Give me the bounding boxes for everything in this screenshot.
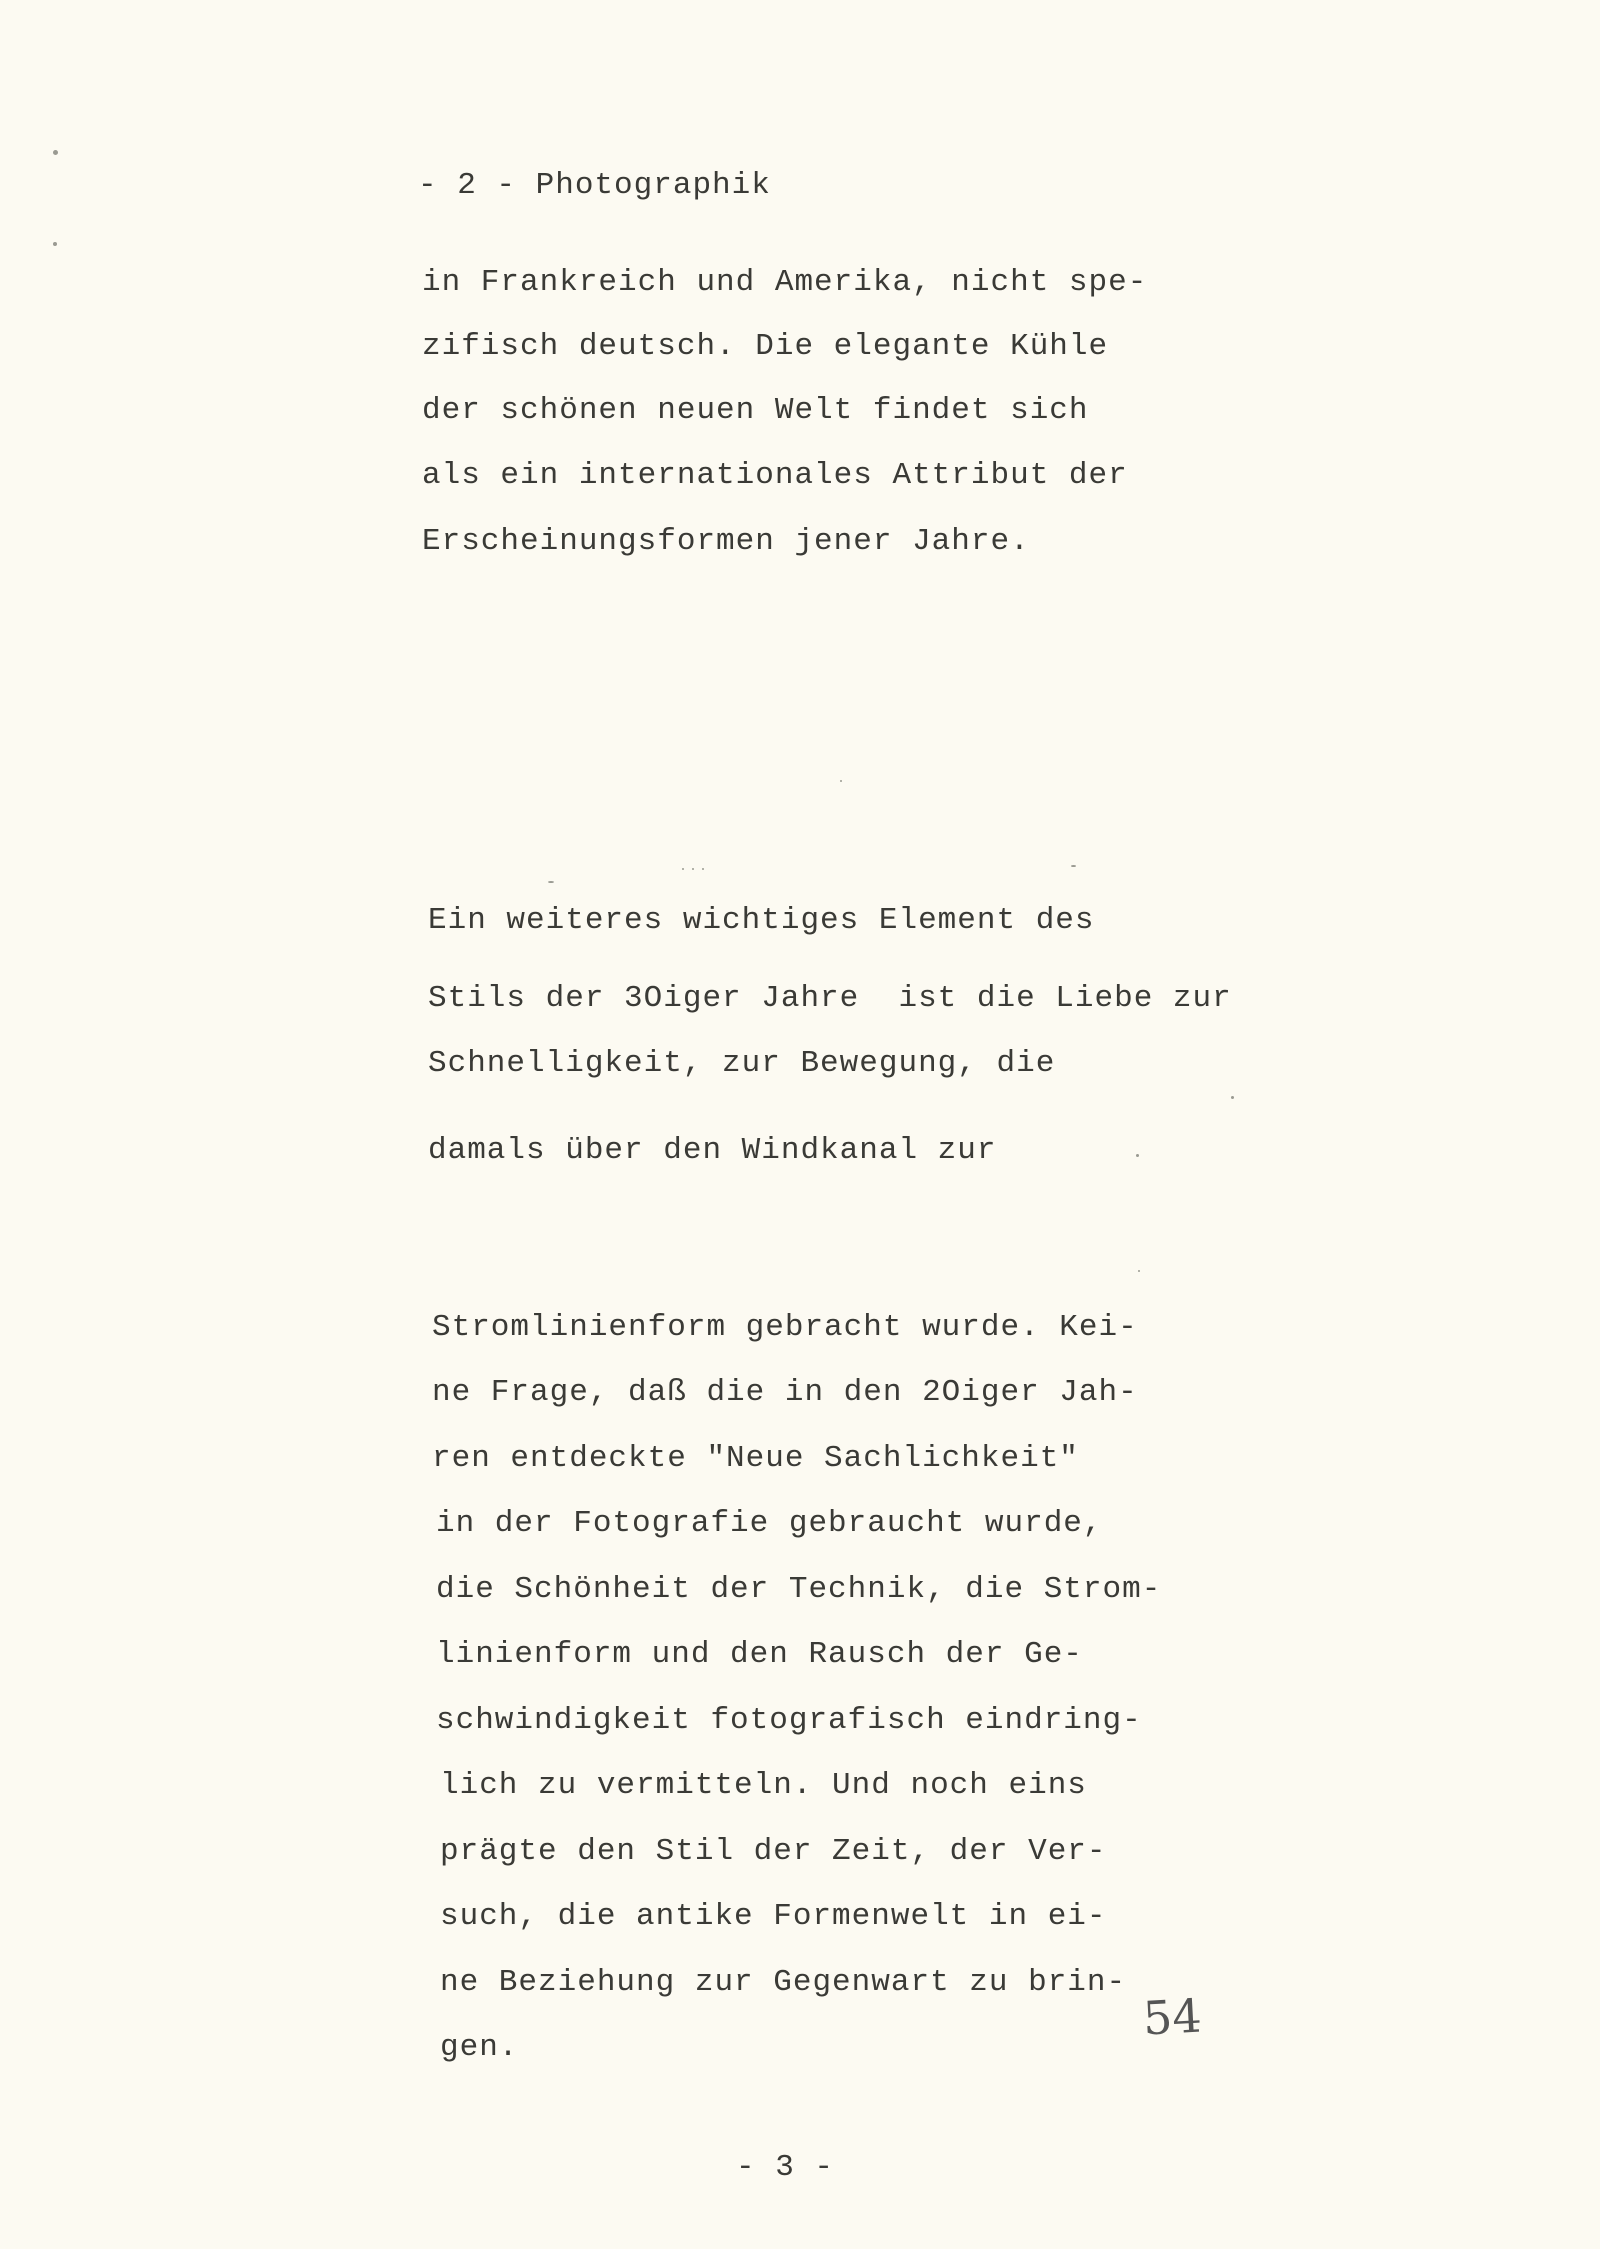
text-line: damals über den Windkanal zur: [428, 1133, 997, 1168]
text-line: ne Beziehung zur Gegenwart zu brin-: [440, 1965, 1127, 2000]
text-line: in Frankreich und Amerika, nicht spe-: [422, 265, 1148, 300]
text-line: Stils der 3Oiger Jahre ist die Liebe zur: [428, 981, 1232, 1016]
text-line: als ein internationales Attribut der: [422, 458, 1128, 493]
paper-speck: [1231, 1096, 1234, 1099]
paper-speck: [548, 881, 554, 883]
paper-speck: [1136, 1154, 1139, 1157]
text-line: ne Frage, daß die in den 2Oiger Jah-: [432, 1375, 1138, 1410]
text-line: Stromlinienform gebracht wurde. Kei-: [432, 1310, 1138, 1345]
paper-speck: [702, 868, 704, 870]
text-line: schwindigkeit fotografisch eindring-: [436, 1703, 1142, 1738]
paper-speck: [682, 868, 684, 870]
paper-speck: [1138, 1270, 1140, 1272]
text-line: in der Fotografie gebraucht wurde,: [436, 1506, 1103, 1541]
paper-speck: [1071, 865, 1076, 867]
text-line: such, die antike Formenwelt in ei-: [440, 1899, 1107, 1934]
paper-speck: [840, 780, 842, 782]
text-line: Schnelligkeit, zur Bewegung, die: [428, 1046, 1056, 1081]
text-line: gen.: [440, 2030, 519, 2065]
paper-speck: [53, 242, 57, 246]
text-line: lich zu vermitteln. Und noch eins: [440, 1768, 1087, 1803]
text-line: zifisch deutsch. Die elegante Kühle: [422, 329, 1109, 364]
text-line: Ein weiteres wichtiges Element des: [428, 903, 1095, 938]
paper-speck: [692, 868, 694, 870]
text-line: ren entdeckte "Neue Sachlichkeit": [432, 1441, 1079, 1476]
text-line: prägte den Stil der Zeit, der Ver-: [440, 1834, 1107, 1869]
text-line: der schönen neuen Welt findet sich: [422, 393, 1089, 428]
paper-speck: [53, 150, 58, 155]
text-line: die Schönheit der Technik, die Strom-: [436, 1572, 1162, 1607]
text-line: linienform und den Rausch der Ge-: [436, 1637, 1083, 1672]
page-footer: - 3 -: [736, 2150, 835, 2185]
handwritten-page-number: 54: [1141, 1988, 1203, 2046]
page-header: - 2 - Photographik: [418, 168, 771, 203]
text-line: Erscheinungsformen jener Jahre.: [422, 524, 1030, 559]
